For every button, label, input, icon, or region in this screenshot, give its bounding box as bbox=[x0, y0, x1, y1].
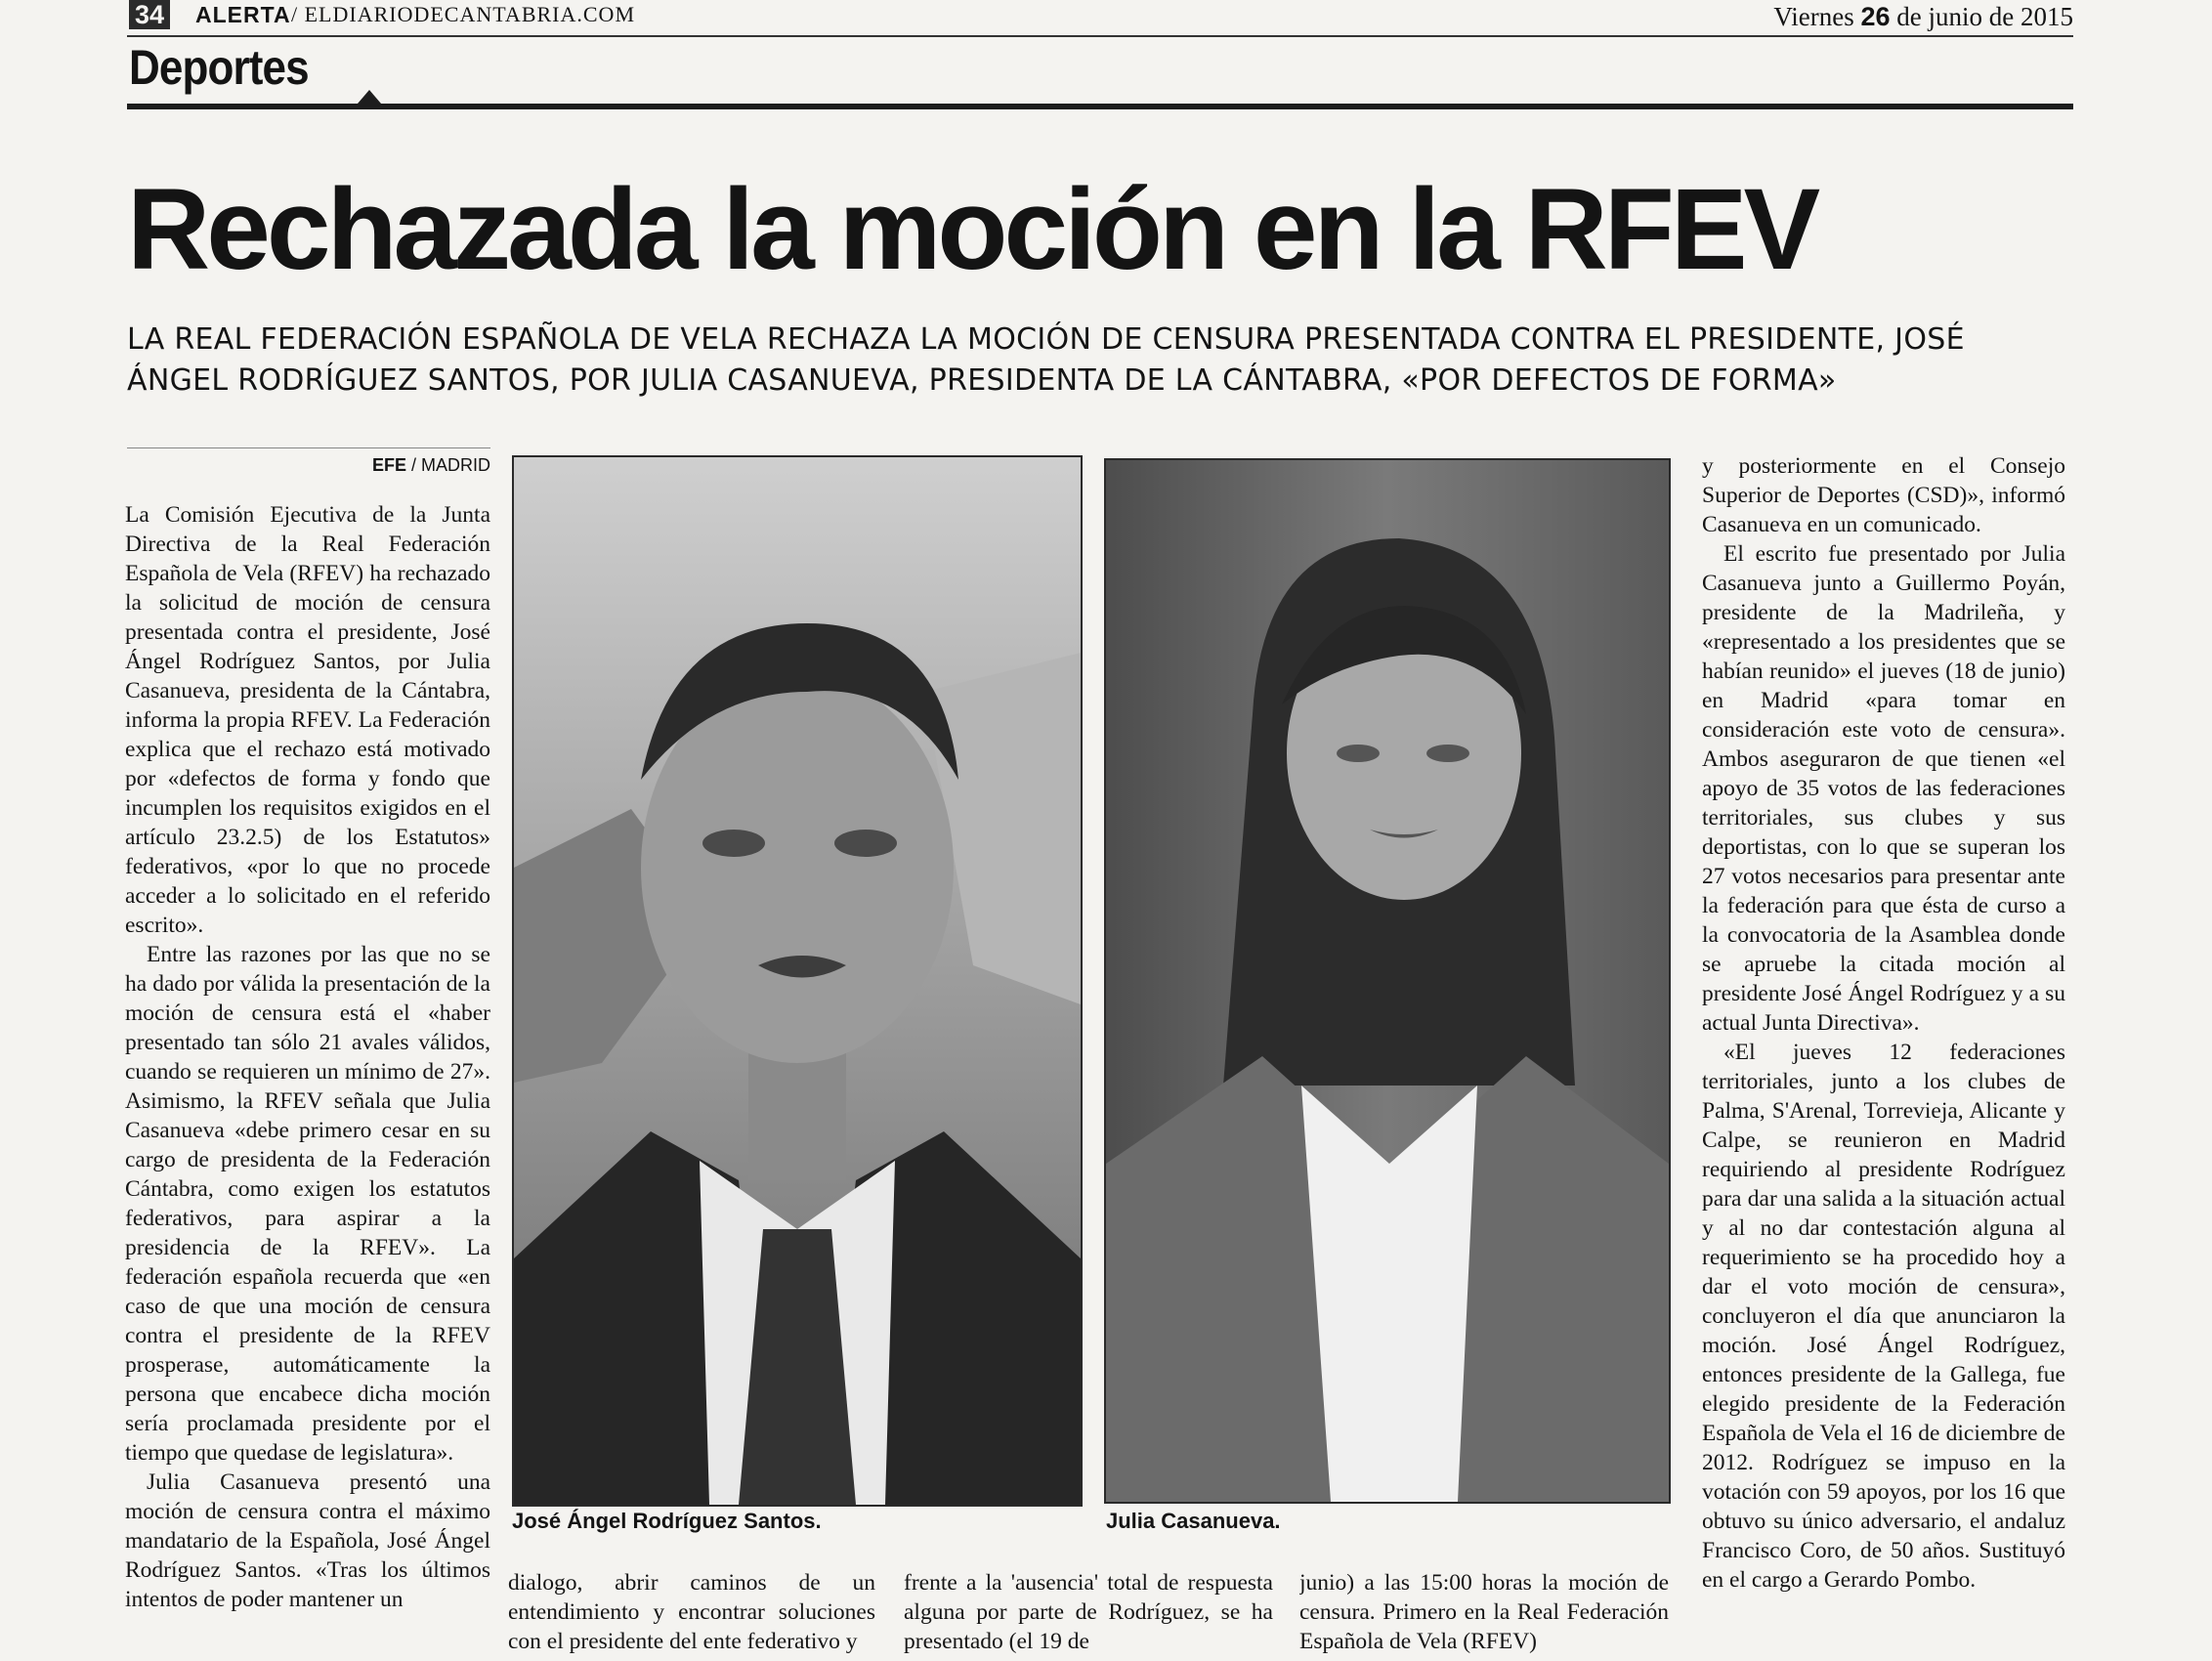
date-prefix: Viernes bbox=[1773, 2, 1854, 31]
subheadline: LA REAL FEDERACIÓN ESPAÑOLA DE VELA RECHAZA LA MOCIÓN DE CENSURA PRESENTADA CONTRA EL PRESIDENTE, JOSÉ ÁNGEL RODRÍGUEZ SANTOS, POR JULIA CASANUEVA, PRESIDENTA DE LA CÁNTABRA, «POR DEFECTOS DE FORMA» bbox=[127, 322, 1965, 398]
date-day: 26 bbox=[1860, 2, 1891, 31]
section-header bbox=[127, 39, 2073, 109]
article-column-1 bbox=[125, 500, 490, 1614]
section-name: Deportes bbox=[129, 40, 309, 95]
publication-date bbox=[1773, 0, 2073, 33]
paragraph: Julia Casanueva presentó una moción de censura contra el máximo mandatario de la Española, José Ángel Rodríguez Santos. «Tras los últimos intentos de poder mantener un bbox=[125, 1469, 490, 1612]
photo-man-portrait bbox=[512, 455, 1083, 1507]
photo-caption-2: Julia Casanueva. bbox=[1106, 1509, 1281, 1533]
date-suffix: de junio de 2015 bbox=[1896, 2, 2073, 31]
paragraph: «El jueves 12 federaciones territoriales, junto a los clubes de Palma, S'Arenal, Torrevieja, Alicante y Calpe, se reunieron en Madrid requiriendo al presidente Rodríguez para dar una salida a la situación actual y al no dar contestación alguna al requerimiento se ha procedido hoy a dar el voto moción de censura», concluyeron el día que anunciaron la moción. José Ángel Rodríguez, entonces presidente de la Gallega, fue elegido presidente de la Federación Española de Vela el 16 de diciembre de 2012. Rodríguez se impuso en la votación con 59 apoyos, por los 16 que obtuvo su único adversario, el andaluz Francisco Coro, de 50 años. Sustituyó en el cargo a Gerardo Pombo. bbox=[1702, 1040, 2065, 1593]
masthead bbox=[127, 0, 2073, 37]
paragraph: Entre las razones por las que no se ha dado por válida la presentación de la moción de censura está el «haber presentado tan sólo 21 avales válidos, cuando se requieren un mínimo de 27». Asimismo, la RFEV señala que Julia Casanueva «debe primero cesar en su cargo de presidenta de la Federación Cántabra, como exigen los estatutos federativos, para aspirar a la presidencia de la RFEV». La federación española recuerda que «en caso de que una moción de censura contra el presidente de la RFEV prosperase, automáticamente la persona que encabece dicha moción sería proclamada presidente por el tiempo que quedase de legislatura». bbox=[125, 942, 490, 1466]
website: / ELDIARIODECANTABRIA.COM bbox=[291, 2, 636, 26]
paragraph: La Comisión Ejecutiva de la Junta Directiva de la Real Federación Española de Vela (RFEV) ha rechazado la solicitud de moción de censura presentada contra el presidente, José Ángel Rodríguez Santos, por Julia Casanueva, presidenta de la Cántabra, informa la propia RFEV. La Federación explica que el rechazo está motivado por «defectos de forma y fondo que incumplen los requisitos exigidos en el artículo 23.2.5) de los Estatutos» federativos, «por lo que no procede acceder a lo solicitado en el referido escrito». bbox=[125, 502, 490, 938]
article-column-4 bbox=[1299, 1568, 1669, 1661]
paragraph: frente a la 'ausencia' total de respuesta alguna por parte de Rodríguez, se ha presentado (el 19 de bbox=[904, 1570, 1273, 1654]
photo-woman-portrait bbox=[1104, 458, 1671, 1504]
paper-name: ALERTA bbox=[195, 2, 291, 27]
paragraph: y posteriormente en el Consejo Superior de Deportes (CSD)», informó Casanueva en un comunicado. bbox=[1702, 453, 2065, 537]
section-notch bbox=[358, 90, 381, 104]
byline-location: / MADRID bbox=[411, 455, 490, 475]
byline bbox=[127, 447, 490, 484]
headline: Rechazada la moción en la RFEV bbox=[127, 165, 1817, 294]
article-column-2 bbox=[508, 1568, 875, 1661]
paragraph: dialogo, abrir caminos de un entendimiento y encontrar soluciones con el presidente del ente federativo y bbox=[508, 1570, 875, 1654]
page-number: 34 bbox=[129, 0, 170, 29]
paragraph: junio) a las 15:00 horas la moción de censura. Primero en la Real Federación Española de Vela (RFEV) bbox=[1299, 1570, 1669, 1654]
article-column-5 bbox=[1702, 451, 2065, 1595]
photo-caption-1: José Ángel Rodríguez Santos. bbox=[512, 1509, 822, 1533]
byline-agency: EFE bbox=[371, 455, 406, 475]
article-column-3 bbox=[904, 1568, 1273, 1661]
paragraph: El escrito fue presentado por Julia Casanueva junto a Guillermo Poyán, presidente de la Madrileña, y «representado a los presidentes que se habían reunido» el jueves (18 de junio) en Madrid «para tomar en consideración este voto de censura». Ambos aseguraron de que tienen «el apoyo de 35 votos de las federaciones territoriales, sus clubes y sus deportistas, con lo que se superan los 27 votos necesarios para presentar ante la federación para que ésta de curso a la convocatoria de la Asamblea donde se apruebe la citada moción al presidente José Ángel Rodríguez y a su actual Junta Directiva». bbox=[1702, 541, 2065, 1036]
